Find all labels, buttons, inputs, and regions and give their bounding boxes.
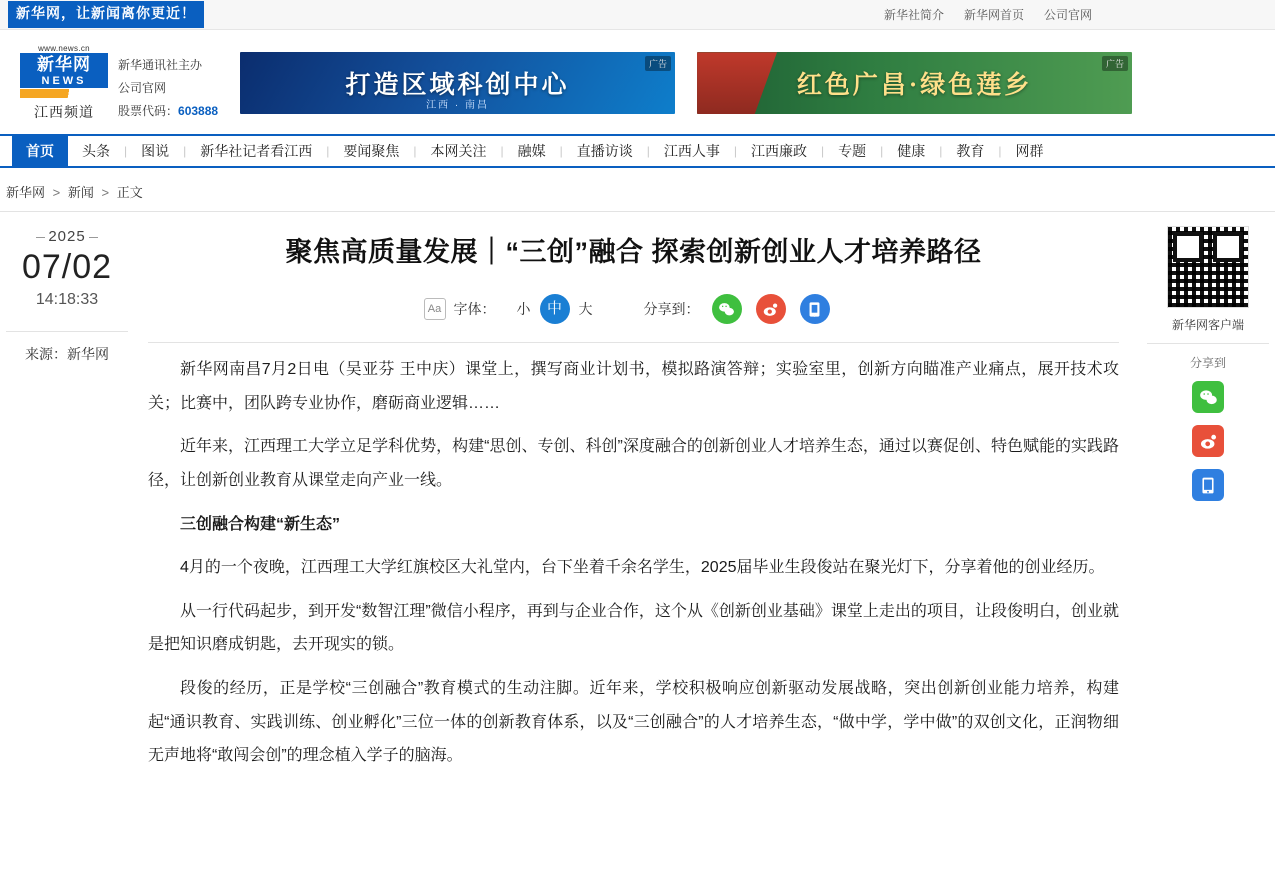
font-size-icon: Aa (424, 298, 446, 320)
nav-separator: | (939, 144, 943, 159)
nav-separator: | (821, 144, 825, 159)
brand[interactable] (20, 44, 218, 122)
nav-separator: | (880, 144, 884, 159)
logo-mark (20, 53, 108, 88)
nav-item-media[interactable]: 融媒 (517, 143, 546, 160)
article-paragraph: 段俊的经历，正是学校“三创融合”教育模式的生动注脚。近年来，学校积极响应创新驱动发展战略，突出创新创业能力培养，构建起“通识教育、实践训练、创业孵化”三位一体的创新教育体系，以及“三创融合”的人才培养生态，“做中学，学中做”的双创文化，正润物细无声地将“敢闯会创”的理念植入学子的脑海。 (148, 679, 1119, 765)
top-bar (0, 0, 1275, 30)
article-body (148, 343, 1119, 773)
nav-separator: | (183, 144, 187, 159)
logo-mark-en: NEWS (41, 74, 87, 87)
side-share-title: 分享到 (1147, 343, 1269, 371)
top-bar-links (884, 6, 1092, 23)
stock-label: 股票代码： (118, 103, 179, 118)
brand-meta-line1: 新华通讯社主办 (118, 58, 203, 72)
logo-mark-cn: 新华网 (37, 55, 91, 74)
article-side-column (1147, 212, 1269, 782)
nav-separator: | (559, 144, 563, 159)
font-size-medium[interactable]: 中 (540, 294, 570, 324)
app-icon[interactable] (800, 294, 830, 324)
nav-separator: | (326, 144, 330, 159)
banner-ad-1-sub: 江西 · 南昌 (426, 100, 489, 112)
article-column (128, 212, 1147, 782)
article-paragraph: 新华网南昌7月2日电（吴亚芬 王中庆）课堂上，撰写商业计划书，模拟路演答辩；实验室里，创新方向瞄准产业痛点，展开技术攻关；比赛中，团队跨专业协作，磨砺商业逻辑…… (148, 361, 1119, 412)
nav-item-reporters[interactable]: 新华社记者看江西 (200, 143, 313, 160)
breadcrumb (0, 168, 1275, 212)
wechat-icon[interactable] (712, 294, 742, 324)
nav-item-headline[interactable]: 头条 (82, 143, 110, 160)
article-toolbar (148, 294, 1119, 343)
nav-item-attention[interactable]: 本网关注 (430, 143, 487, 160)
article-title: 聚焦高质量发展｜“三创”融合 探索创新创业人才培养路径 (285, 237, 982, 268)
font-size-large[interactable]: 大 (578, 301, 593, 318)
breadcrumb-item-2: 正文 (116, 185, 143, 201)
nav-item-special[interactable]: 专题 (838, 143, 867, 160)
nav-item-focus[interactable]: 要闻聚焦 (343, 143, 400, 160)
channel-name: 江西频道 (34, 103, 94, 120)
breadcrumb-item-1[interactable]: 新闻 (67, 185, 94, 201)
publish-time: 14:18:33 (35, 290, 99, 308)
nav-item-pictures[interactable]: 图说 (141, 143, 170, 160)
logo-url: www.news.cn (38, 44, 90, 53)
nav-item-network[interactable]: 网群 (1015, 143, 1044, 160)
top-link-2[interactable]: 公司官网 (1043, 8, 1092, 22)
nav-separator: | (998, 144, 1002, 159)
site-slogan: 新华网，让新闻离你更近！ (8, 1, 204, 28)
nav-separator: | (646, 144, 650, 159)
stock-code: 603888 (178, 103, 219, 118)
site-header (0, 30, 1275, 134)
nav-item-personnel[interactable]: 江西人事 (663, 143, 720, 160)
page-body (0, 212, 1275, 782)
banner-ad-1[interactable] (240, 52, 675, 114)
banner-ad-1-tag: 广告 (645, 56, 671, 71)
nav-item-health[interactable]: 健康 (897, 143, 926, 160)
qr-caption: 新华网客户端 (1171, 318, 1244, 333)
side-share-buttons (1147, 381, 1269, 501)
font-size-label: 字体： (453, 301, 496, 318)
wechat-icon[interactable] (1192, 381, 1224, 413)
nav-item-education[interactable]: 教育 (956, 143, 985, 160)
banner-ad-1-title: 打造区域科创中心 (345, 71, 570, 100)
share-label: 分享到： (643, 301, 700, 318)
top-link-1[interactable]: 新华网首页 (963, 8, 1024, 22)
publish-year: 2025 (36, 228, 97, 245)
article-paragraph: 近年来，江西理工大学立足学科优势，构建“思创、专创、科创”深度融合的创新创业人才培养生态，通过以赛促创、特色赋能的实践路径，让创新创业教育从课堂走向产业一线。 (148, 438, 1119, 489)
article-paragraph: 4月的一个夜晚，江西理工大学红旗校区大礼堂内，台下坐着千余名学生，2025届毕业生段俊站在聚光灯下，分享着他的创业经历。 (180, 559, 1105, 577)
main-nav (0, 134, 1275, 168)
banner-ad-2-title: 红色广昌·绿色莲乡 (796, 72, 1033, 100)
weibo-icon[interactable] (1192, 425, 1224, 457)
breadcrumb-item-0[interactable]: 新华网 (6, 185, 46, 201)
article-meta-column (6, 212, 128, 782)
article-source: 来源：新华网 (6, 331, 128, 364)
xinhua-logo[interactable] (20, 44, 108, 122)
nav-separator: | (413, 144, 417, 159)
breadcrumb-separator: > (52, 185, 61, 201)
logo-swoosh-icon (20, 89, 108, 98)
brand-meta (118, 44, 218, 122)
article-paragraph: 从一行代码起步，到开发“数智江理”微信小程序，再到与企业合作，这个从《创新创业基础》课堂上走出的项目，让段俊明白，创业就是把知识磨成钥匙，去开现实的锁。 (148, 602, 1119, 654)
publish-date: 07/02 (21, 248, 113, 287)
banner-ad-2[interactable] (697, 52, 1132, 114)
article-subheading: 三创融合构建“新生态” (180, 515, 341, 533)
nav-item-home[interactable]: 首页 (12, 136, 68, 166)
weibo-icon[interactable] (756, 294, 786, 324)
nav-separator: | (500, 144, 504, 159)
brand-meta-line2: 公司官网 (118, 80, 167, 95)
nav-item-live[interactable]: 直播访谈 (576, 143, 633, 160)
breadcrumb-separator: > (101, 185, 110, 201)
qr-code-icon (1167, 226, 1249, 308)
stock-info (118, 100, 218, 123)
font-size-small[interactable]: 小 (516, 301, 531, 318)
top-link-0[interactable]: 新华社简介 (883, 8, 944, 22)
nav-separator: | (733, 144, 737, 159)
nav-item-integrity[interactable]: 江西廉政 (751, 143, 807, 160)
nav-separator: | (124, 144, 128, 159)
app-icon[interactable] (1192, 469, 1224, 501)
banner-ad-2-tag: 广告 (1102, 56, 1128, 71)
